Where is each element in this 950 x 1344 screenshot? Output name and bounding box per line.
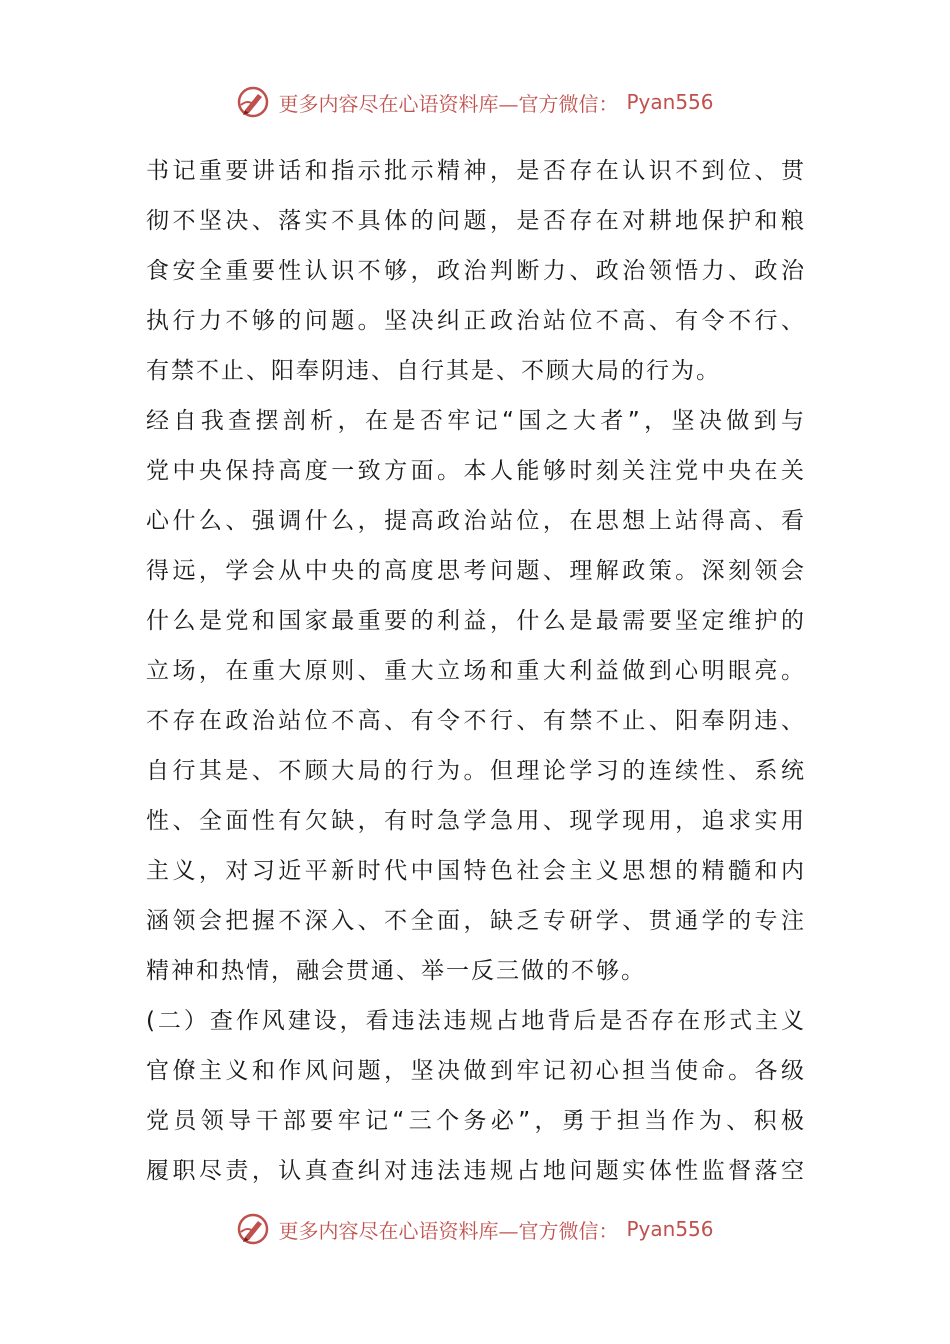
text-line: 主义，对习近平新时代中国特色社会主义思想的精髓和内 bbox=[146, 858, 806, 884]
text-line: 书记重要讲话和指示批示精神，是否存在认识不到位、贯 bbox=[146, 158, 806, 184]
footer-banner bbox=[0, 1209, 950, 1249]
text-line: 不存在政治站位不高、有令不行、有禁不止、阳奉阴违、 bbox=[146, 708, 806, 734]
header-banner bbox=[0, 82, 950, 122]
text-line: 彻不坚决、落实不具体的问题，是否存在对耕地保护和粮 bbox=[146, 208, 806, 234]
header-wechat-id: Pyan556 bbox=[626, 90, 714, 114]
footer-banner-text: 更多内容尽在心语资料库—官方微信： bbox=[278, 1218, 619, 1243]
text-line: 自行其是、不顾大局的行为。但理论学习的连续性、系统 bbox=[146, 758, 806, 784]
text-line: 执行力不够的问题。坚决纠正政治站位不高、有令不行、 bbox=[146, 308, 806, 334]
document-body bbox=[146, 146, 806, 1196]
text-line: (二）查作风建设，看违法违规占地背后是否存在形式主义 bbox=[146, 1008, 806, 1034]
text-line: 履职尽责，认真查纠对违法违规占地问题实体性监督落空 bbox=[146, 1158, 806, 1184]
pen-logo-icon bbox=[236, 85, 270, 119]
footer-wechat-id: Pyan556 bbox=[626, 1217, 714, 1241]
text-line: 精神和热情，融会贯通、举一反三做的不够。 bbox=[146, 958, 646, 984]
text-line: 立场，在重大原则、重大立场和重大利益做到心明眼亮。 bbox=[146, 658, 806, 684]
text-line: 性、全面性有欠缺，有时急学急用、现学现用，追求实用 bbox=[146, 808, 806, 834]
text-line: 心什么、强调什么，提高政治站位，在思想上站得高、看 bbox=[146, 508, 806, 534]
text-line: 涵领会把握不深入、不全面，缺乏专研学、贯通学的专注 bbox=[146, 908, 806, 934]
text-line: 官僚主义和作风问题，坚决做到牢记初心担当使命。各级 bbox=[146, 1058, 806, 1084]
text-line: 经自我查摆剖析，在是否牢记“国之大者”，坚决做到与 bbox=[146, 408, 806, 434]
text-line: 得远，学会从中央的高度思考问题、理解政策。深刻领会 bbox=[146, 558, 806, 584]
header-banner-text: 更多内容尽在心语资料库—官方微信： bbox=[278, 91, 619, 116]
text-line: 食安全重要性认识不够，政治判断力、政治领悟力、政治 bbox=[146, 258, 806, 284]
text-line: 党中央保持高度一致方面。本人能够时刻关注党中央在关 bbox=[146, 458, 806, 484]
pen-logo-icon bbox=[236, 1212, 270, 1246]
text-line: 有禁不止、阳奉阴违、自行其是、不顾大局的行为。 bbox=[146, 358, 721, 384]
text-line: 党员领导干部要牢记“三个务必”，勇于担当作为、积极 bbox=[146, 1108, 806, 1134]
text-line: 什么是党和国家最重要的利益，什么是最需要坚定维护的 bbox=[146, 608, 806, 634]
